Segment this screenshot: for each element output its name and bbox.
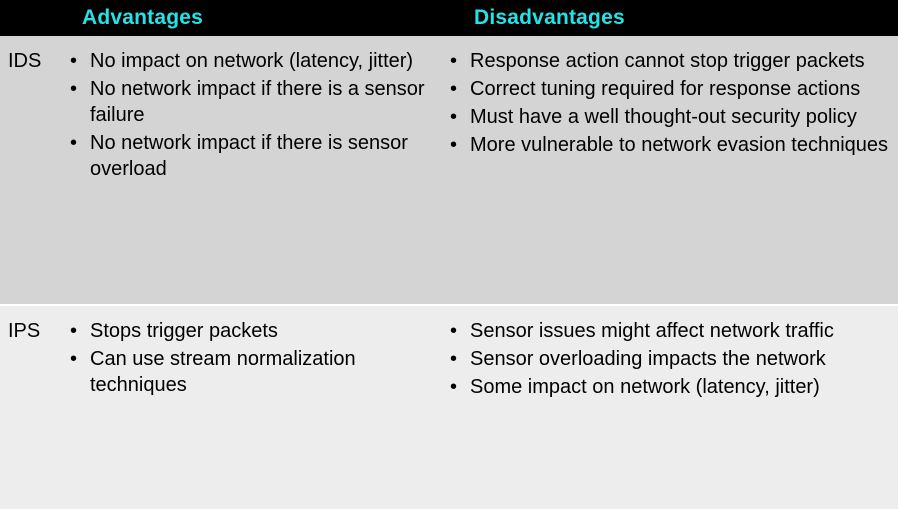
cell-ids-disadvantages [438, 36, 898, 304]
bullet-icon: • [450, 50, 458, 72]
row-label-ips: IPS [8, 320, 41, 342]
bullet-icon: • [450, 348, 458, 370]
cell-ips-advantages [60, 306, 438, 509]
bullet-icon: • [70, 78, 78, 100]
header-cell-advantages: Advantages [82, 6, 204, 29]
list-item-text: Some impact on network (latency, jitter) [470, 376, 820, 398]
bullet-icon: • [70, 50, 78, 72]
bullet-icon: • [70, 320, 78, 342]
list-item-text: Stops trigger packets [90, 320, 278, 342]
cell-ips-disadvantages [438, 306, 898, 509]
header-cell-disadvantages: Disadvantages [474, 6, 625, 29]
list-item [60, 76, 430, 128]
list-item [444, 132, 890, 158]
list-item [60, 130, 430, 182]
list-item-text: More vulnerable to network evasion techniques [470, 134, 889, 156]
bullet-icon: • [450, 320, 458, 342]
list-item [444, 48, 890, 74]
list-item-text: Can use stream normalization techniques [90, 348, 356, 396]
bullet-icon: • [70, 132, 78, 154]
list-item-text: Response action cannot stop trigger packets [470, 50, 865, 72]
list-item [444, 318, 890, 344]
list-item [444, 76, 890, 102]
list-item-text: Sensor overloading impacts the network [470, 348, 826, 370]
table-header-row [0, 0, 898, 36]
bullet-list-ids-disadvantages [444, 48, 890, 158]
list-item [444, 104, 890, 130]
list-item-text: Sensor issues might affect network traffic [470, 320, 834, 342]
cell-ids-advantages [60, 36, 438, 304]
bullet-icon: • [450, 78, 458, 100]
table-row [0, 36, 898, 306]
list-item-text: Correct tuning required for response actions [470, 78, 861, 100]
list-item [444, 374, 890, 400]
bullet-list-ips-advantages [60, 318, 430, 398]
bullet-list-ips-disadvantages [444, 318, 890, 400]
bullet-icon: • [450, 106, 458, 128]
list-item [60, 48, 430, 74]
list-item [60, 318, 430, 344]
list-item-text: No network impact if there is sensor overload [90, 132, 408, 180]
bullet-icon: • [450, 134, 458, 156]
bullet-icon: • [70, 348, 78, 370]
list-item [444, 346, 890, 372]
bullet-list-ids-advantages [60, 48, 430, 182]
row-label-ids: IDS [8, 50, 42, 72]
list-item-text: No network impact if there is a sensor failure [90, 78, 425, 126]
table-row [0, 306, 898, 509]
list-item-text: No impact on network (latency, jitter) [90, 50, 414, 72]
list-item-text: Must have a well thought-out security policy [470, 106, 857, 128]
bullet-icon: • [450, 376, 458, 398]
list-item [60, 346, 430, 398]
